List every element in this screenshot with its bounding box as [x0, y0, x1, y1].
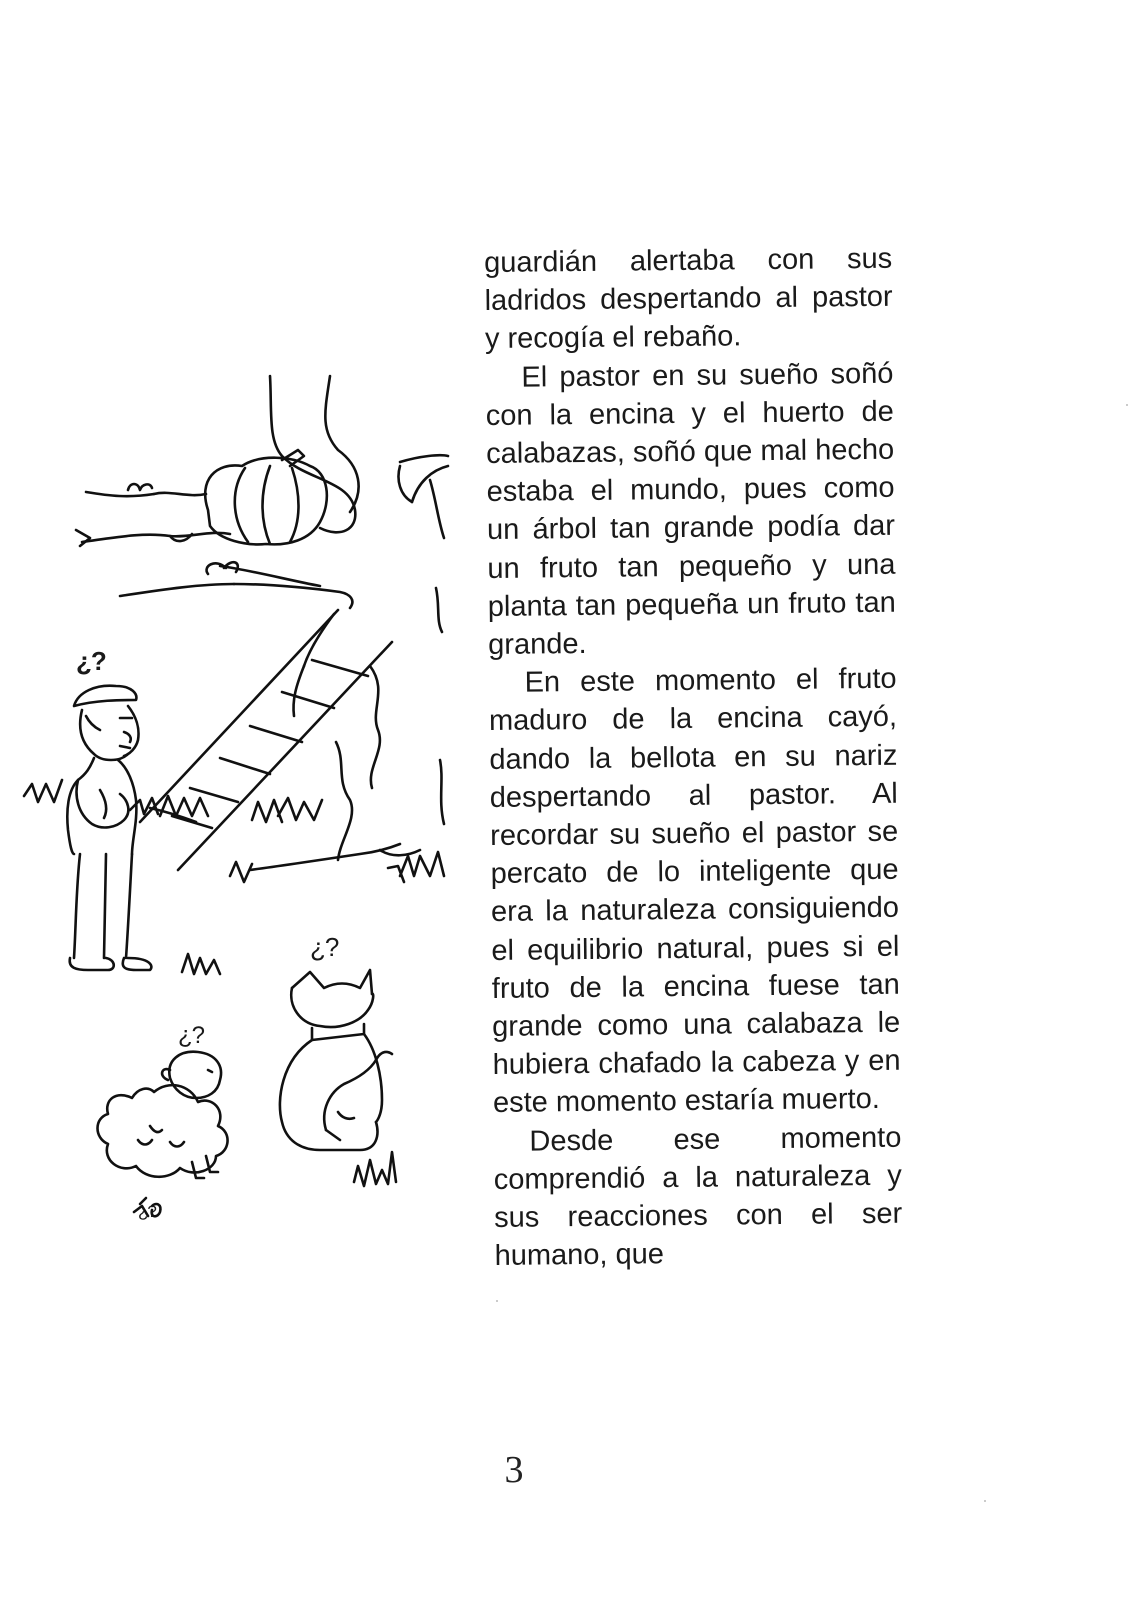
- shepherd-drawing: [67, 686, 151, 970]
- story-illustration: [20, 370, 460, 1260]
- pumpkin-drawing: [205, 450, 327, 544]
- paragraph-dream: El pastor en su sueño soñó con la encina y el huerto de calabazas, soñó que mal hecho estaba el mundo, pues como un árbol tan grande podía dar un fruto tan pequeño y una planta tan pequeña un fruto tan grande.: [485, 357, 896, 662]
- sheep-drawing: [98, 1052, 228, 1178]
- dog-question-mark: ¿?: [310, 932, 339, 962]
- paragraph-continuation: guardián alertaba con sus ladridos despertando al pastor y recogía el rebaño.: [484, 242, 893, 356]
- paragraph-acorn: En este momento el fruto maduro de la encina cayó, dando la bellota en su nariz despertando al pastor. Al recordar su sueño el pastor se percato de lo inteligente que era la naturaleza consiguiendo el equilibrio natural, pues si el fruto de la encina fuese tan grande como una calabaza le hubiera chafado la cabeza y en este momento estaría muerto.: [488, 662, 901, 1120]
- page-number: 3: [504, 1449, 524, 1491]
- sheep-question-mark: ¿?: [178, 1022, 205, 1049]
- dog-drawing: [280, 970, 392, 1150]
- bird-question-mark: ¿?: [138, 1202, 156, 1221]
- story-text: [484, 240, 903, 1276]
- scan-speck: [1126, 404, 1128, 406]
- ladder-drawing: [140, 610, 392, 870]
- shepherd-question-mark: ¿?: [76, 646, 106, 676]
- paragraph-understanding: Desde ese momento comprendió a la naturaleza y sus reacciones con el ser humano, que: [493, 1121, 903, 1273]
- scan-speck: [496, 1300, 498, 1302]
- scan-speck: [984, 1500, 986, 1502]
